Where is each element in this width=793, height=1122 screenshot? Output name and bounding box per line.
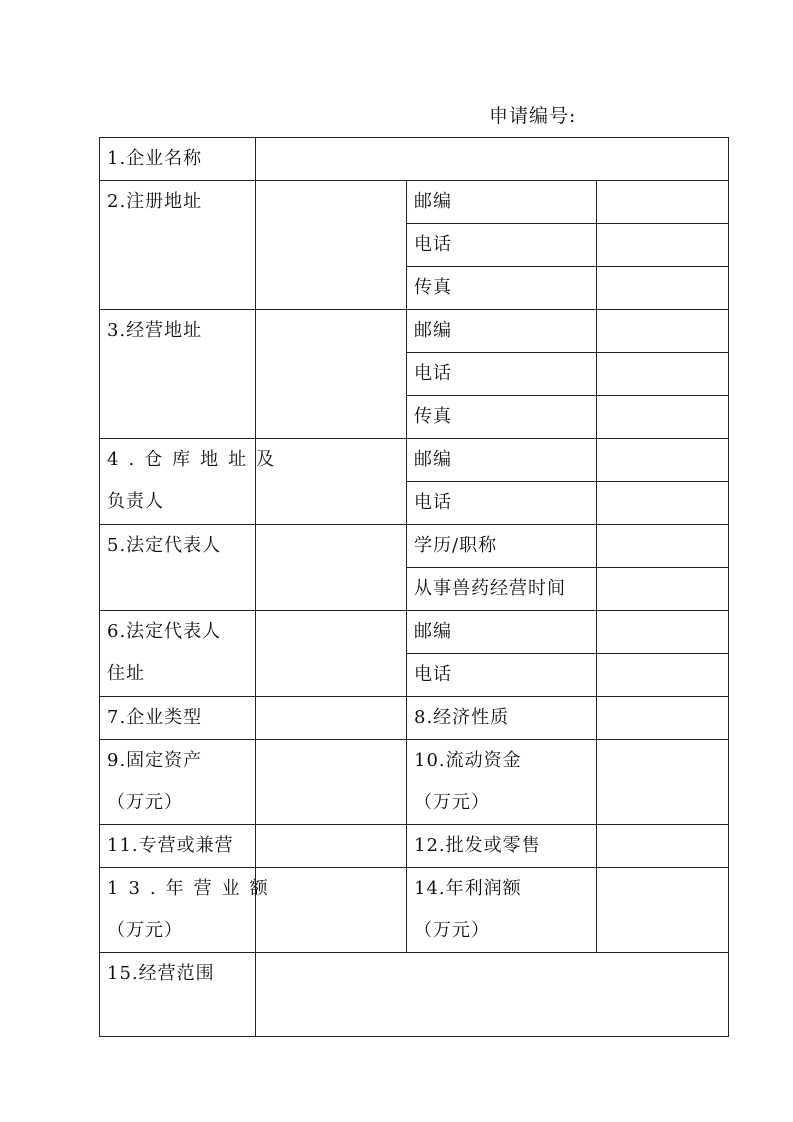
economic-nature-field[interactable]: [597, 697, 729, 740]
registered-postcode-label: 邮编: [407, 181, 597, 224]
fixed-assets-field[interactable]: [256, 740, 407, 825]
legal-rep-postcode-field[interactable]: [597, 611, 729, 654]
business-scope-label: 15.经营范围: [100, 953, 256, 1037]
working-capital-line1: 10.流动资金: [414, 750, 522, 771]
exclusive-or-combined-field[interactable]: [256, 825, 407, 868]
warehouse-postcode-field[interactable]: [597, 439, 729, 482]
experience-duration-label: 从事兽药经营时间: [407, 568, 597, 611]
warehouse-label-line1: 4.仓库地址及: [107, 449, 285, 470]
wholesale-or-retail-field[interactable]: [597, 825, 729, 868]
fixed-assets-line1: 9.固定资产: [107, 750, 203, 771]
business-postcode-label: 邮编: [407, 310, 597, 353]
business-address-field[interactable]: [256, 310, 407, 439]
warehouse-postcode-label: 邮编: [407, 439, 597, 482]
legal-rep-address-label: [100, 611, 256, 697]
annual-profit-field[interactable]: [597, 868, 729, 953]
fixed-assets-label: [100, 740, 256, 825]
wholesale-or-retail-label: 12.批发或零售: [407, 825, 597, 868]
warehouse-phone-field[interactable]: [597, 482, 729, 525]
education-title-label: 学历/职称: [407, 525, 597, 568]
enterprise-application-form: [99, 137, 729, 1037]
annual-profit-line1: 14.年利润额: [414, 878, 522, 899]
economic-nature-label: 8.经济性质: [407, 697, 597, 740]
application-number-label: 申请编号:: [489, 105, 577, 127]
registered-postcode-field[interactable]: [597, 181, 729, 224]
legal-rep-address-field[interactable]: [256, 611, 407, 697]
warehouse-label-line2: 负责人: [107, 491, 164, 512]
warehouse-address-label: [100, 439, 285, 525]
experience-duration-field[interactable]: [597, 568, 729, 611]
registered-fax-field[interactable]: [597, 267, 729, 310]
registered-address-label: 2.注册地址: [100, 181, 256, 310]
business-fax-label: 传真: [407, 396, 597, 439]
working-capital-label: [407, 740, 597, 825]
registered-fax-label: 传真: [407, 267, 597, 310]
business-postcode-field[interactable]: [597, 310, 729, 353]
business-scope-field[interactable]: [256, 953, 729, 1037]
registered-address-field[interactable]: [256, 181, 407, 310]
business-phone-label: 电话: [407, 353, 597, 396]
annual-profit-line2: （万元）: [414, 920, 490, 941]
fixed-assets-line2: （万元）: [107, 792, 183, 813]
legal-rep-field[interactable]: [256, 525, 407, 611]
annual-revenue-label: [100, 868, 278, 953]
annual-revenue-line1: 13.年营业额: [107, 878, 278, 899]
annual-profit-label: [407, 868, 597, 953]
registered-phone-field[interactable]: [597, 224, 729, 267]
registered-phone-label: 电话: [407, 224, 597, 267]
education-title-field[interactable]: [597, 525, 729, 568]
legal-rep-phone-field[interactable]: [597, 654, 729, 697]
business-phone-field[interactable]: [597, 353, 729, 396]
warehouse-phone-label: 电话: [407, 482, 597, 525]
enterprise-type-field[interactable]: [256, 697, 407, 740]
annual-revenue-line2: （万元）: [107, 920, 183, 941]
legal-rep-phone-label: 电话: [407, 654, 597, 697]
legal-rep-label: 5.法定代表人: [100, 525, 256, 611]
company-name-label: 1.企业名称: [100, 138, 256, 181]
working-capital-line2: （万元）: [414, 792, 490, 813]
working-capital-field[interactable]: [597, 740, 729, 825]
business-fax-field[interactable]: [597, 396, 729, 439]
enterprise-type-label: 7.企业类型: [100, 697, 256, 740]
exclusive-or-combined-label: 11.专营或兼营: [100, 825, 256, 868]
legal-rep-address-line2: 住址: [107, 663, 145, 684]
business-address-label: 3.经营地址: [100, 310, 256, 439]
legal-rep-postcode-label: 邮编: [407, 611, 597, 654]
legal-rep-address-line1: 6.法定代表人: [107, 621, 222, 642]
company-name-field[interactable]: [256, 138, 729, 181]
annual-revenue-field[interactable]: [256, 868, 407, 953]
